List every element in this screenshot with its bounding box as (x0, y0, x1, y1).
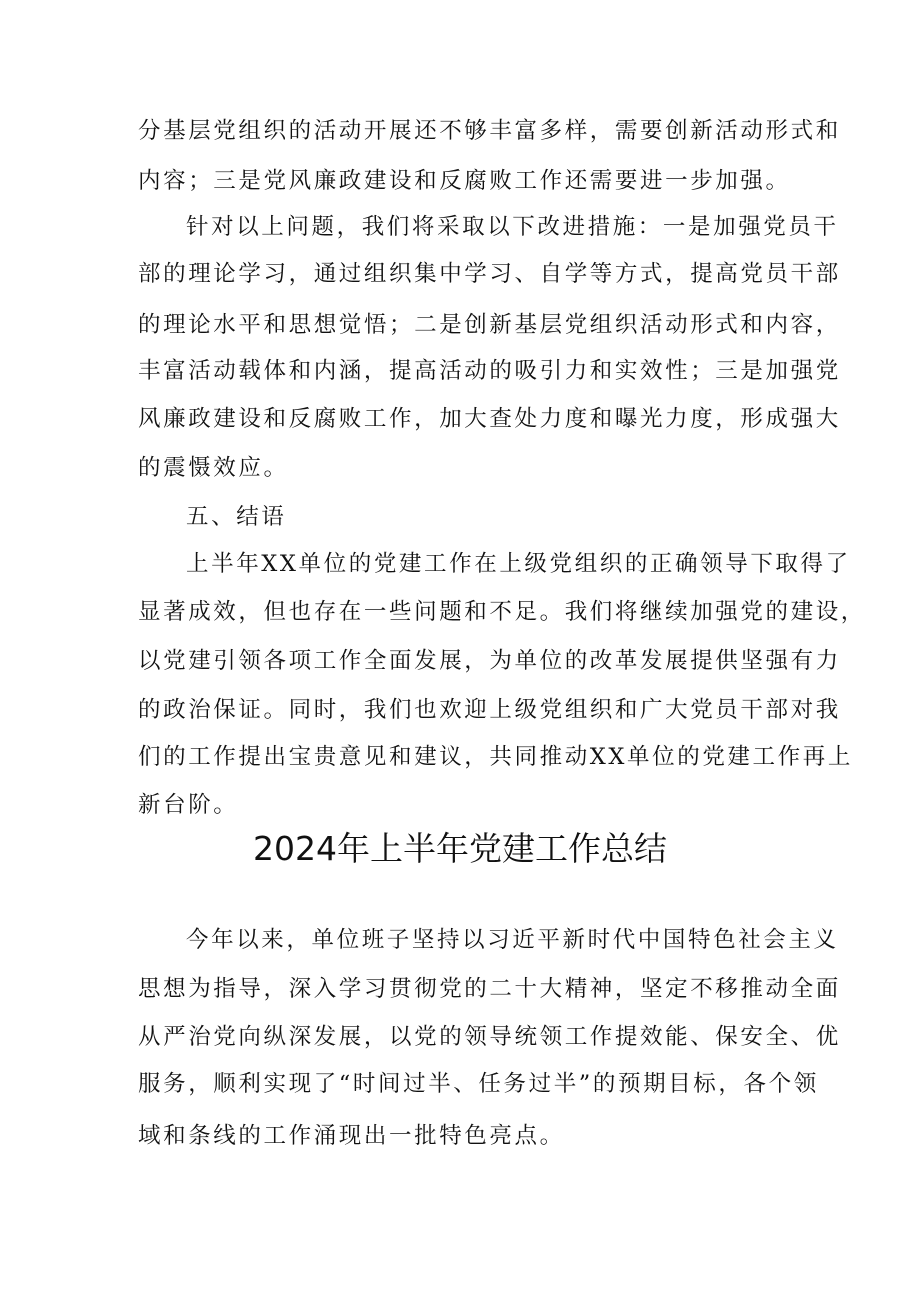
paragraph-line: 分基层党组织的活动开展还不够丰富多样，需要创新活动形式和 (138, 118, 841, 144)
paragraph-line: 的理论水平和思想觉悟；二是创新基层党组织活动形式和内容， (138, 312, 841, 338)
paragraph-line: 显著成效，但也存在一些问题和不足。我们将继续加强党的建设， (138, 599, 866, 625)
paragraph-line: 思想为指导，深入学习贯彻党的二十大精神，坚定不移推动全面 (138, 976, 841, 1002)
paragraph-line: 针对以上问题，我们将采取以下改进措施：一是加强党员干 (186, 214, 839, 240)
paragraph-line: 部的理论学习，通过组织集中学习、自学等方式，提高党员干部 (138, 261, 841, 287)
paragraph-line: 的政治保证。同时，我们也欢迎上级党组织和广大党员干部对我 (138, 697, 841, 723)
paragraph-line: 从严治党向纵深发展，以党的领导统领工作提效能、保安全、优 (138, 1024, 841, 1050)
paragraph-line: 上半年XX单位的党建工作在上级党组织的正确领导下取得了 (186, 551, 851, 577)
paragraph-line: 风廉政建设和反腐败工作，加大查处力度和曝光力度，形成强大 (138, 406, 841, 432)
paragraph-line: 丰富活动载体和内涵，提高活动的吸引力和实效性；三是加强党 (138, 358, 841, 384)
paragraph-line: 服务，顺利实现了“时间过半、任务过半”的预期目标，各个领 (138, 1071, 819, 1097)
paragraph-line: 的震慑效应。 (138, 455, 289, 481)
paragraph-line: 内容；三是党风廉政建设和反腐败工作还需要进一步加强。 (138, 168, 791, 194)
section-heading: 五、结语 (186, 504, 287, 530)
paragraph-line: 域和条线的工作涌现出一批特色亮点。 (138, 1123, 565, 1149)
paragraph-line: 以党建引领各项工作全面发展，为单位的改革发展提供坚强有力 (138, 648, 841, 674)
document-title: 2024年上半年党建工作总结 (253, 829, 667, 868)
paragraph-line: 新台阶。 (138, 792, 239, 818)
paragraph-line: 今年以来，单位班子坚持以习近平新时代中国特色社会主义 (186, 927, 839, 953)
paragraph-line: 们的工作提出宝贵意见和建议，共同推动XX单位的党建工作再上 (138, 744, 853, 770)
